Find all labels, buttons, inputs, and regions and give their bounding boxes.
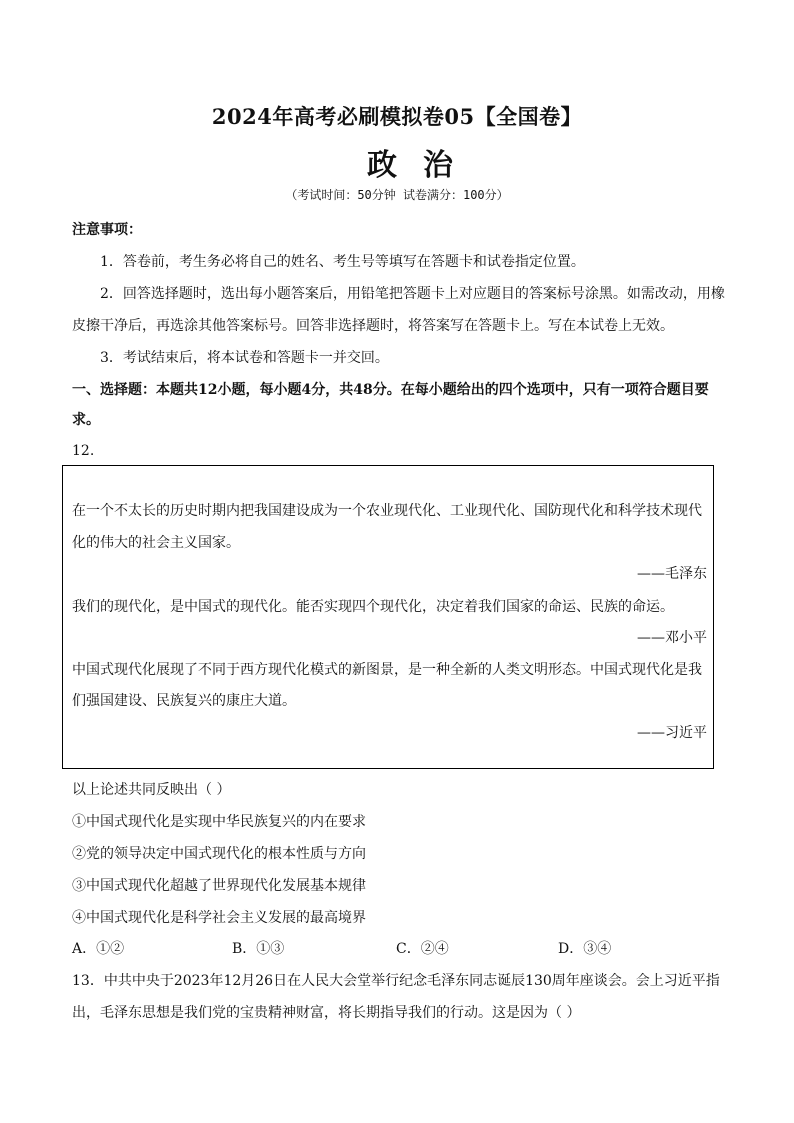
exam-info: （考试时间：50分钟 试卷满分：100分） bbox=[285, 188, 509, 202]
statement-3: ③中国式现代化超越了世界现代化发展基本规律 bbox=[72, 878, 366, 894]
question-stem: 以上论述共同反映出（ ） bbox=[72, 782, 231, 798]
note-item-2: 2．回答选择题时，选出每小题答案后，用铅笔把答题卡上对应题目的答案标号涂黑。如需改动，用橡 bbox=[100, 286, 725, 302]
notes-heading: 注意事项： bbox=[72, 222, 142, 238]
choice-b[interactable]: B．①③ bbox=[232, 941, 285, 957]
quote-1-author: ——毛泽东 bbox=[637, 566, 707, 582]
quote-3-line-1: 中国式现代化展现了不同于西方现代化模式的新图景，是一种全新的人类文明形态。中国式现代化是我 bbox=[72, 662, 702, 678]
quote-1-line-2: 化的伟大的社会主义国家。 bbox=[72, 535, 240, 551]
choice-d[interactable]: D．③④ bbox=[558, 941, 612, 957]
quote-2-author: ——邓小平 bbox=[637, 630, 707, 646]
note-item-1: 1．答卷前，考生务必将自己的姓名、考生号等填写在答题卡和试卷指定位置。 bbox=[100, 254, 585, 270]
section-heading: 一、选择题：本题共12小题，每小题4分，共48分。在每小题给出的四个选项中，只有一项符合题目要 bbox=[72, 382, 709, 398]
quote-3-author: ——习近平 bbox=[637, 725, 707, 741]
note-item-3: 3．考试结束后，将本试卷和答题卡一并交回。 bbox=[100, 350, 389, 366]
question-13-line-1: 13．中共中央于2023年12月26日在人民大会堂举行纪念毛泽东同志诞辰130周年座谈会。会上习近平指 bbox=[72, 973, 720, 989]
question-13-line-2: 出，毛泽东思想是我们党的宝贵精神财富，将长期指导我们的行动。这是因为（ ） bbox=[72, 1005, 581, 1021]
quote-1-line-1: 在一个不太长的历史时期内把我国建设成为一个农业现代化、工业现代化、国防现代化和科学技术现代 bbox=[72, 503, 702, 519]
section-heading-cont: 求。 bbox=[72, 412, 100, 428]
subject-title: 政治 bbox=[367, 148, 479, 183]
statement-4: ④中国式现代化是科学社会主义发展的最高境界 bbox=[72, 910, 366, 926]
choice-c[interactable]: C．②④ bbox=[396, 941, 449, 957]
note-item-2-cont: 皮擦干净后，再选涂其他答案标号。回答非选择题时，将答案写在答题卡上。写在本试卷上无效。 bbox=[72, 318, 674, 334]
page-title: 2024年高考必刷模拟卷05【全国卷】 bbox=[211, 104, 583, 129]
statement-1: ①中国式现代化是实现中华民族复兴的内在要求 bbox=[72, 814, 366, 830]
statement-2: ②党的领导决定中国式现代化的根本性质与方向 bbox=[72, 846, 366, 862]
question-number: 12. bbox=[72, 443, 95, 459]
quote-3-line-2: 们强国建设、民族复兴的康庄大道。 bbox=[72, 693, 296, 709]
quote-2-line-1: 我们的现代化，是中国式的现代化。能否实现四个现代化，决定着我们国家的命运、民族的命运。 bbox=[72, 599, 674, 615]
choice-a[interactable]: A．①② bbox=[72, 941, 125, 957]
